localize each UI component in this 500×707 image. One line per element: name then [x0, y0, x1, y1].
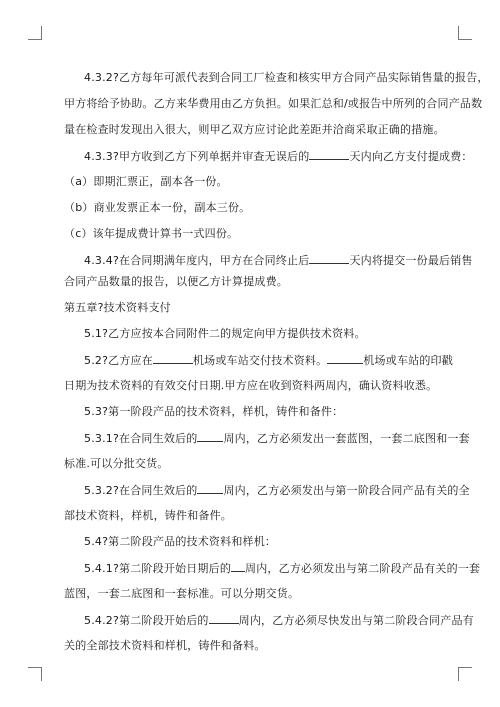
paragraph-5-3-1 [84, 431, 470, 446]
paragraph-5-4-1-cont [64, 587, 299, 601]
item-a [64, 175, 228, 189]
crop-mark-bottom-right [458, 667, 472, 668]
chapter-5-heading [64, 301, 171, 315]
paragraph-4-3-4 [84, 253, 473, 268]
paragraph-4-3-4-cont [64, 275, 288, 289]
crop-mark-bottom-right [458, 667, 459, 681]
paragraph-5-3-2 [84, 483, 470, 498]
paragraph-4-3-2 [84, 71, 489, 85]
text-line: 机场或车站的印戳 [363, 354, 453, 367]
text-line: 天内将提交一份最后销售 [349, 254, 473, 267]
paragraph-5-2 [84, 353, 453, 368]
paragraph-5-2-cont [64, 379, 437, 393]
text-line: （a）即期汇票正，副本各一份。 [64, 175, 228, 188]
crop-mark-top-right [458, 26, 459, 40]
crop-mark-top-right [458, 39, 472, 40]
fill-in-blank[interactable] [197, 431, 223, 442]
text-line: 部技术资料，样机，铸件和备件。 [64, 509, 232, 522]
item-b [64, 201, 250, 215]
text-line: 周内，乙方必须尽快发出与第二阶段合同产品有 [238, 614, 474, 627]
text-line: 关的全部技术资料和样机，铸件和备料。 [64, 639, 266, 652]
text-line: 周内，乙方必须发出一套蓝图，一套二底图和一套 [223, 432, 470, 445]
text-line: 5.1?乙方应按本合同附件二的规定向甲方提供技术资料。 [84, 327, 366, 340]
text-line: 5.4.1?第二阶段开始日期后的 [84, 562, 232, 575]
text-line: （c）该年提成费计算书一式四份。 [64, 227, 239, 240]
text-line: 周内，乙方必须发出与第二阶段产品有关的一套 [245, 562, 481, 575]
text-line: 机场或车站交付技术资料。 [192, 354, 328, 367]
text-line: 甲方将给予协助。乙方来华费用由乙方负担。如果汇总和/或报告中所列的合同产品数 [64, 97, 483, 110]
fill-in-blank[interactable] [231, 561, 245, 572]
text-line: 5.2?乙方应在 [84, 354, 153, 367]
paragraph-5-3-1-cont [64, 457, 169, 471]
text-line: 蓝图，一套二底图和一套标准。可以分期交货。 [64, 587, 300, 600]
text-line: 4.3.3?甲方收到乙方下列单据并审查无误后的 [84, 150, 310, 163]
text-line: 5.4.2?第二阶段开始后的 [84, 614, 209, 627]
paragraph-5-3-2-cont [64, 509, 232, 523]
item-c [64, 227, 238, 241]
fill-in-blank[interactable] [327, 353, 363, 364]
text-line: 4.3.2?乙方每年可派代表到合同工厂检查和核实甲方合同产品实际销售量的报告， [84, 71, 489, 84]
fill-in-blank[interactable] [197, 483, 223, 494]
text-line: 5.3.1?在合同生效后的 [84, 432, 198, 445]
crop-mark-bottom-left [41, 667, 42, 681]
text-line: 5.3.2?在合同生效后的 [84, 484, 198, 497]
text-line: （b）商业发票正本一份，副本三份。 [64, 201, 251, 214]
fill-in-blank[interactable] [153, 353, 193, 364]
fill-in-blank[interactable] [309, 149, 349, 160]
paragraph-5-4-2-cont [64, 639, 266, 653]
text-line: 5.4?第二阶段产品的技术资料和样机： [84, 535, 277, 548]
paragraph-5-1 [84, 327, 366, 341]
text-line: 4.3.4?在合同期满年度内，甲方在合同终止后 [84, 254, 310, 267]
text-line: 周内，乙方必须发出与第一阶段合同产品有关的全 [223, 484, 470, 497]
fill-in-blank[interactable] [309, 253, 349, 264]
text-line: 量在检查时发现出入很大，则甲乙双方应讨论此差距并洽商采取正确的措施。 [64, 123, 445, 136]
paragraph-5-4 [84, 535, 276, 549]
paragraph-5-4-2 [84, 613, 474, 628]
paragraph-5-4-1 [84, 561, 480, 576]
text-line: 天内向乙方支付提成费： [349, 150, 473, 163]
fill-in-blank[interactable] [209, 613, 239, 624]
text-line: 标准.可以分批交货。 [64, 457, 169, 470]
text-line: 第五章?技术资料支付 [64, 301, 171, 314]
crop-mark-bottom-left [28, 667, 42, 668]
paragraph-4-3-3 [84, 149, 473, 164]
crop-mark-top-left [28, 39, 42, 40]
crop-mark-top-left [41, 26, 42, 40]
paragraph-4-3-2-cont [64, 97, 482, 111]
text-line: 合同产品数量的报告，以便乙方计算提成费。 [64, 275, 288, 288]
paragraph-4-3-2-cont [64, 123, 445, 137]
paragraph-5-3 [84, 405, 343, 419]
text-line: 5.3?第一阶段产品的技术资料，样机，铸件和备件： [84, 405, 344, 418]
text-line: 日期为技术资料的有效交付日期.甲方应在收到资料两周内，确认资料收悉。 [64, 379, 438, 392]
